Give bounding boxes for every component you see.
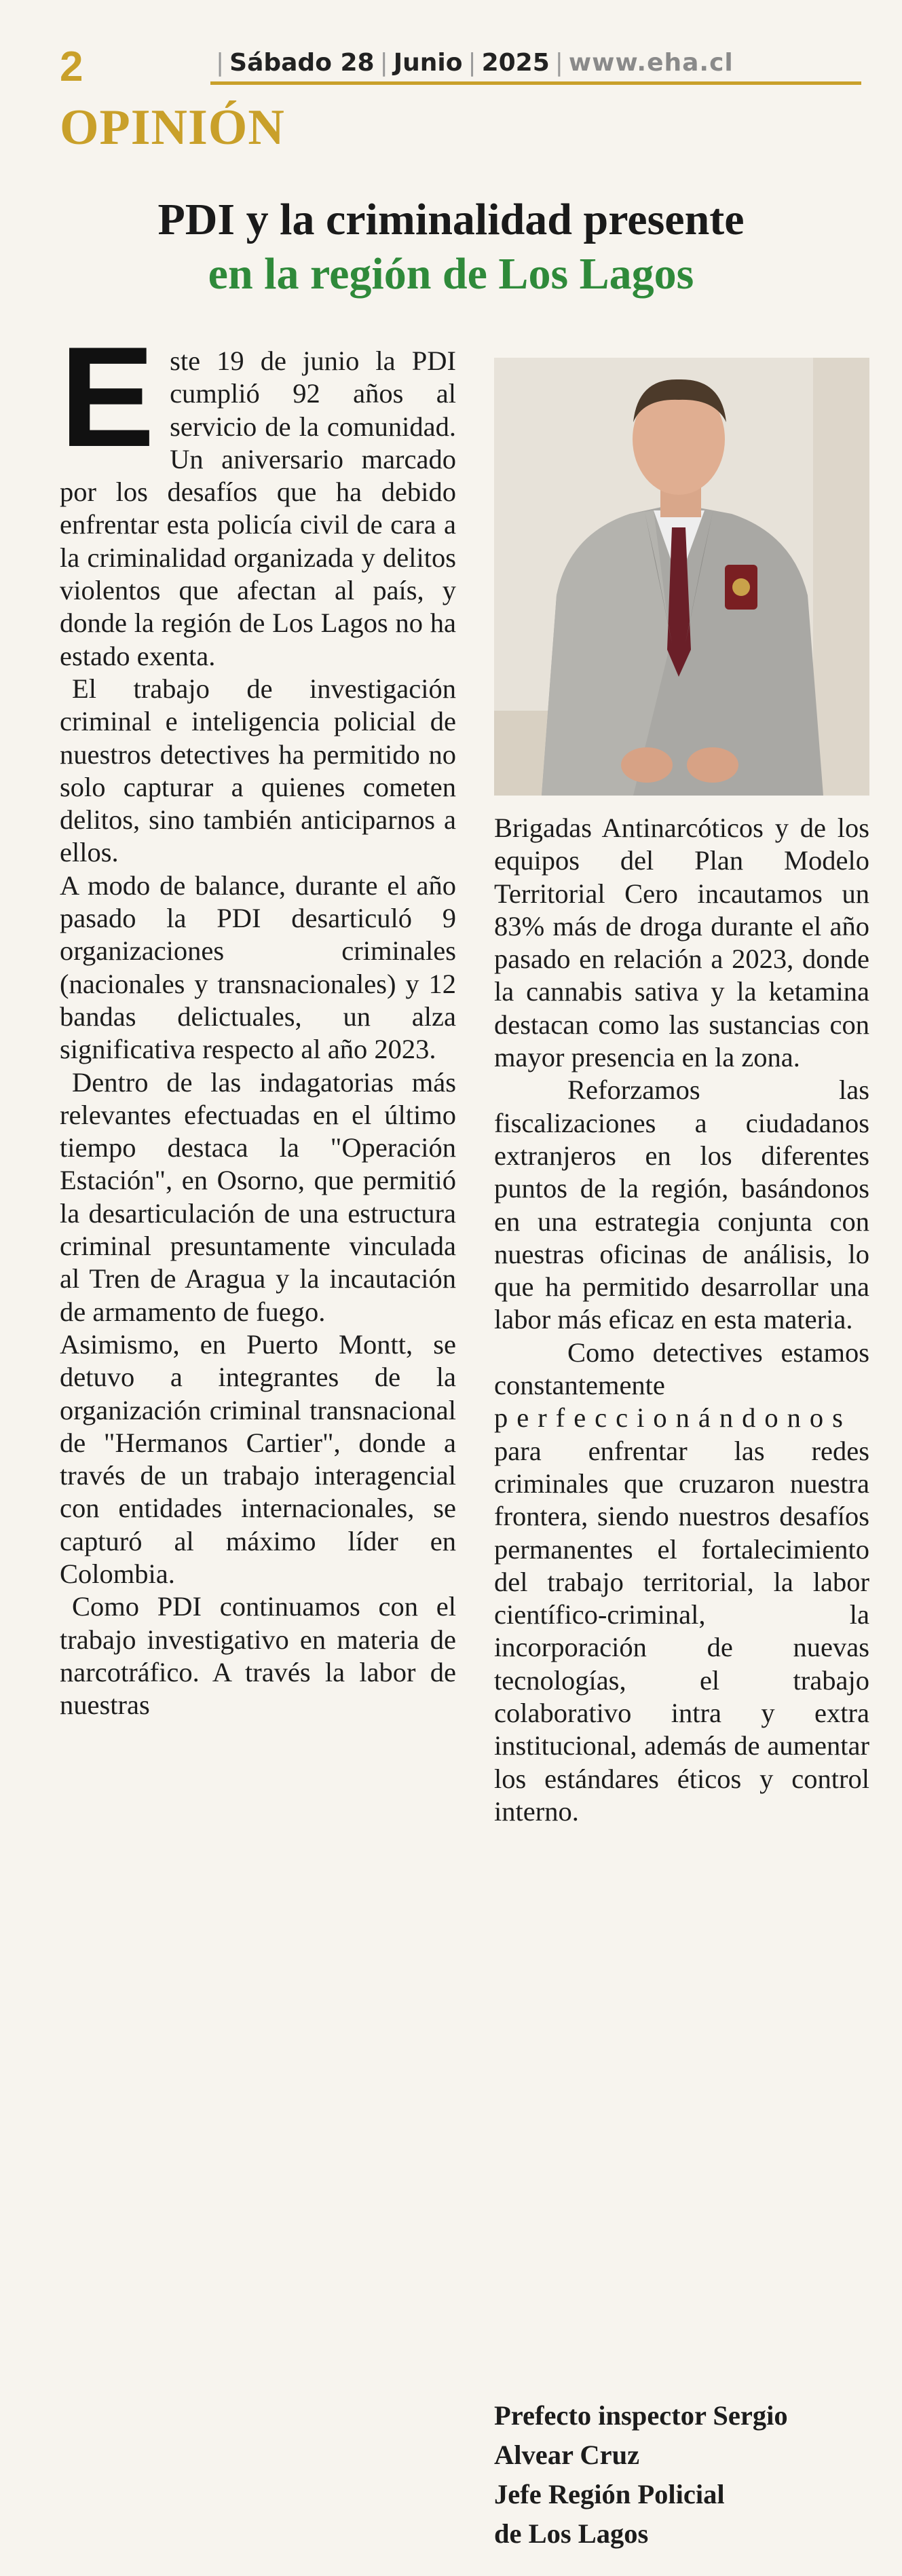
paragraph-2: El trabajo de investigación criminal e inteligencia policial de nuestros detectives ha permitido no solo capturar a quienes cometen delitos, sino también anticiparnos a ellos. [60,673,456,868]
headline-line-2: en la región de Los Lagos [208,249,694,299]
paragraph-1: Este 19 de junio la PDI cumplió 92 años al servicio de la comunidad. Un aniversario marcado por los desafíos que ha debido enfrentar esta policía civil de cara a la criminalidad organizada y delitos violentos que afectan al país, y donde la región de Los Lagos no ha estado exenta. [60,317,456,671]
author-signature [494,2396,869,2554]
section-title: OPINIÓN [60,100,285,155]
signature-line-1: Prefecto inspector Sergio [494,2400,788,2431]
paragraph-9-word: perfeccionándonos [494,1402,852,1434]
drop-cap: E [60,317,155,477]
article-column-left [60,317,456,1721]
signature-line-4: de Los Lagos [494,2518,649,2549]
header-rule [210,49,861,85]
signature-line-3: Jefe Región Policial [494,2479,725,2509]
page-number: 2 [60,43,83,90]
date-year: 2025 [481,49,550,77]
headline-line-1: PDI y la criminalidad presente [157,195,745,244]
paragraph-8: Reforzamos las fiscalizaciones a ciudadanos extranjeros en los diferentes puntos de la región, basándonos en una estrategia conjunta con nuestras oficinas de análisis, lo que ha permitido desarrollar una labor más eficaz en esta materia. [494,1075,869,1335]
paragraph-6: Como PDI continuamos con el trabajo investigativo en materia de narcotráfico. A través la labor de nuestras [60,1591,456,1721]
date-month: Junio [393,49,463,77]
paragraph-7: Brigadas Antinarcóticos y de los equipos del Plan Modelo Territorial Cero incautamos un 83% más de droga durante el año pasado en relación a 2023, donde la cannabis sativa y la ketamina destacan como las sustancias con mayor presencia en la zona. [494,813,869,1073]
website-link[interactable]: www.eha.cl [568,49,734,77]
author-photo [494,358,869,796]
portrait-illustration [494,358,869,796]
article-column-right [494,812,869,1828]
header-info: | Sábado 28 | Junio | 2025 | www.eha.cl [216,49,734,77]
paragraph-5: Asimismo, en Puerto Montt, se detuvo a integrantes de la organización criminal transnacional de "Hermanos Cartier", donde a través de un trabajo interagencial con entidades internacionales, se capturó al máximo líder en Colombia. [60,1328,456,1589]
paragraph-4: Dentro de las indagatorias más relevantes efectuadas en el último tiempo destaca la "Operación Estación", en Osorno, que permitió la desarticulación de una estructura criminal presuntamente vinculada al Tren de Aragua y la incautación de armamento de fuego. [60,1066,456,1327]
signature-line-2: Alvear Cruz [494,2440,640,2470]
paragraph-3: A modo de balance, durante el año pasado la PDI desarticuló 9 organizaciones criminales (nacionales y transnacionales) y 12 bandas delictuales, un alza significativa respecto al año 2023. [60,870,456,1065]
date-day: Sábado 28 [229,49,375,77]
paragraph-9-rest: para enfrentar las redes criminales que cruzaron nuestra frontera, siendo nuestros desafíos permanentes el fortalecimiento del trabajo territorial, la labor científico-criminal, la incorporación de nuevas tecnologías, el trabajo colaborativo intra y extra institucional, además de aumentar los estándares éticos y control interno. [494,1435,869,1827]
paragraph-9: Como detectives estamos constantemente [494,1337,869,1401]
